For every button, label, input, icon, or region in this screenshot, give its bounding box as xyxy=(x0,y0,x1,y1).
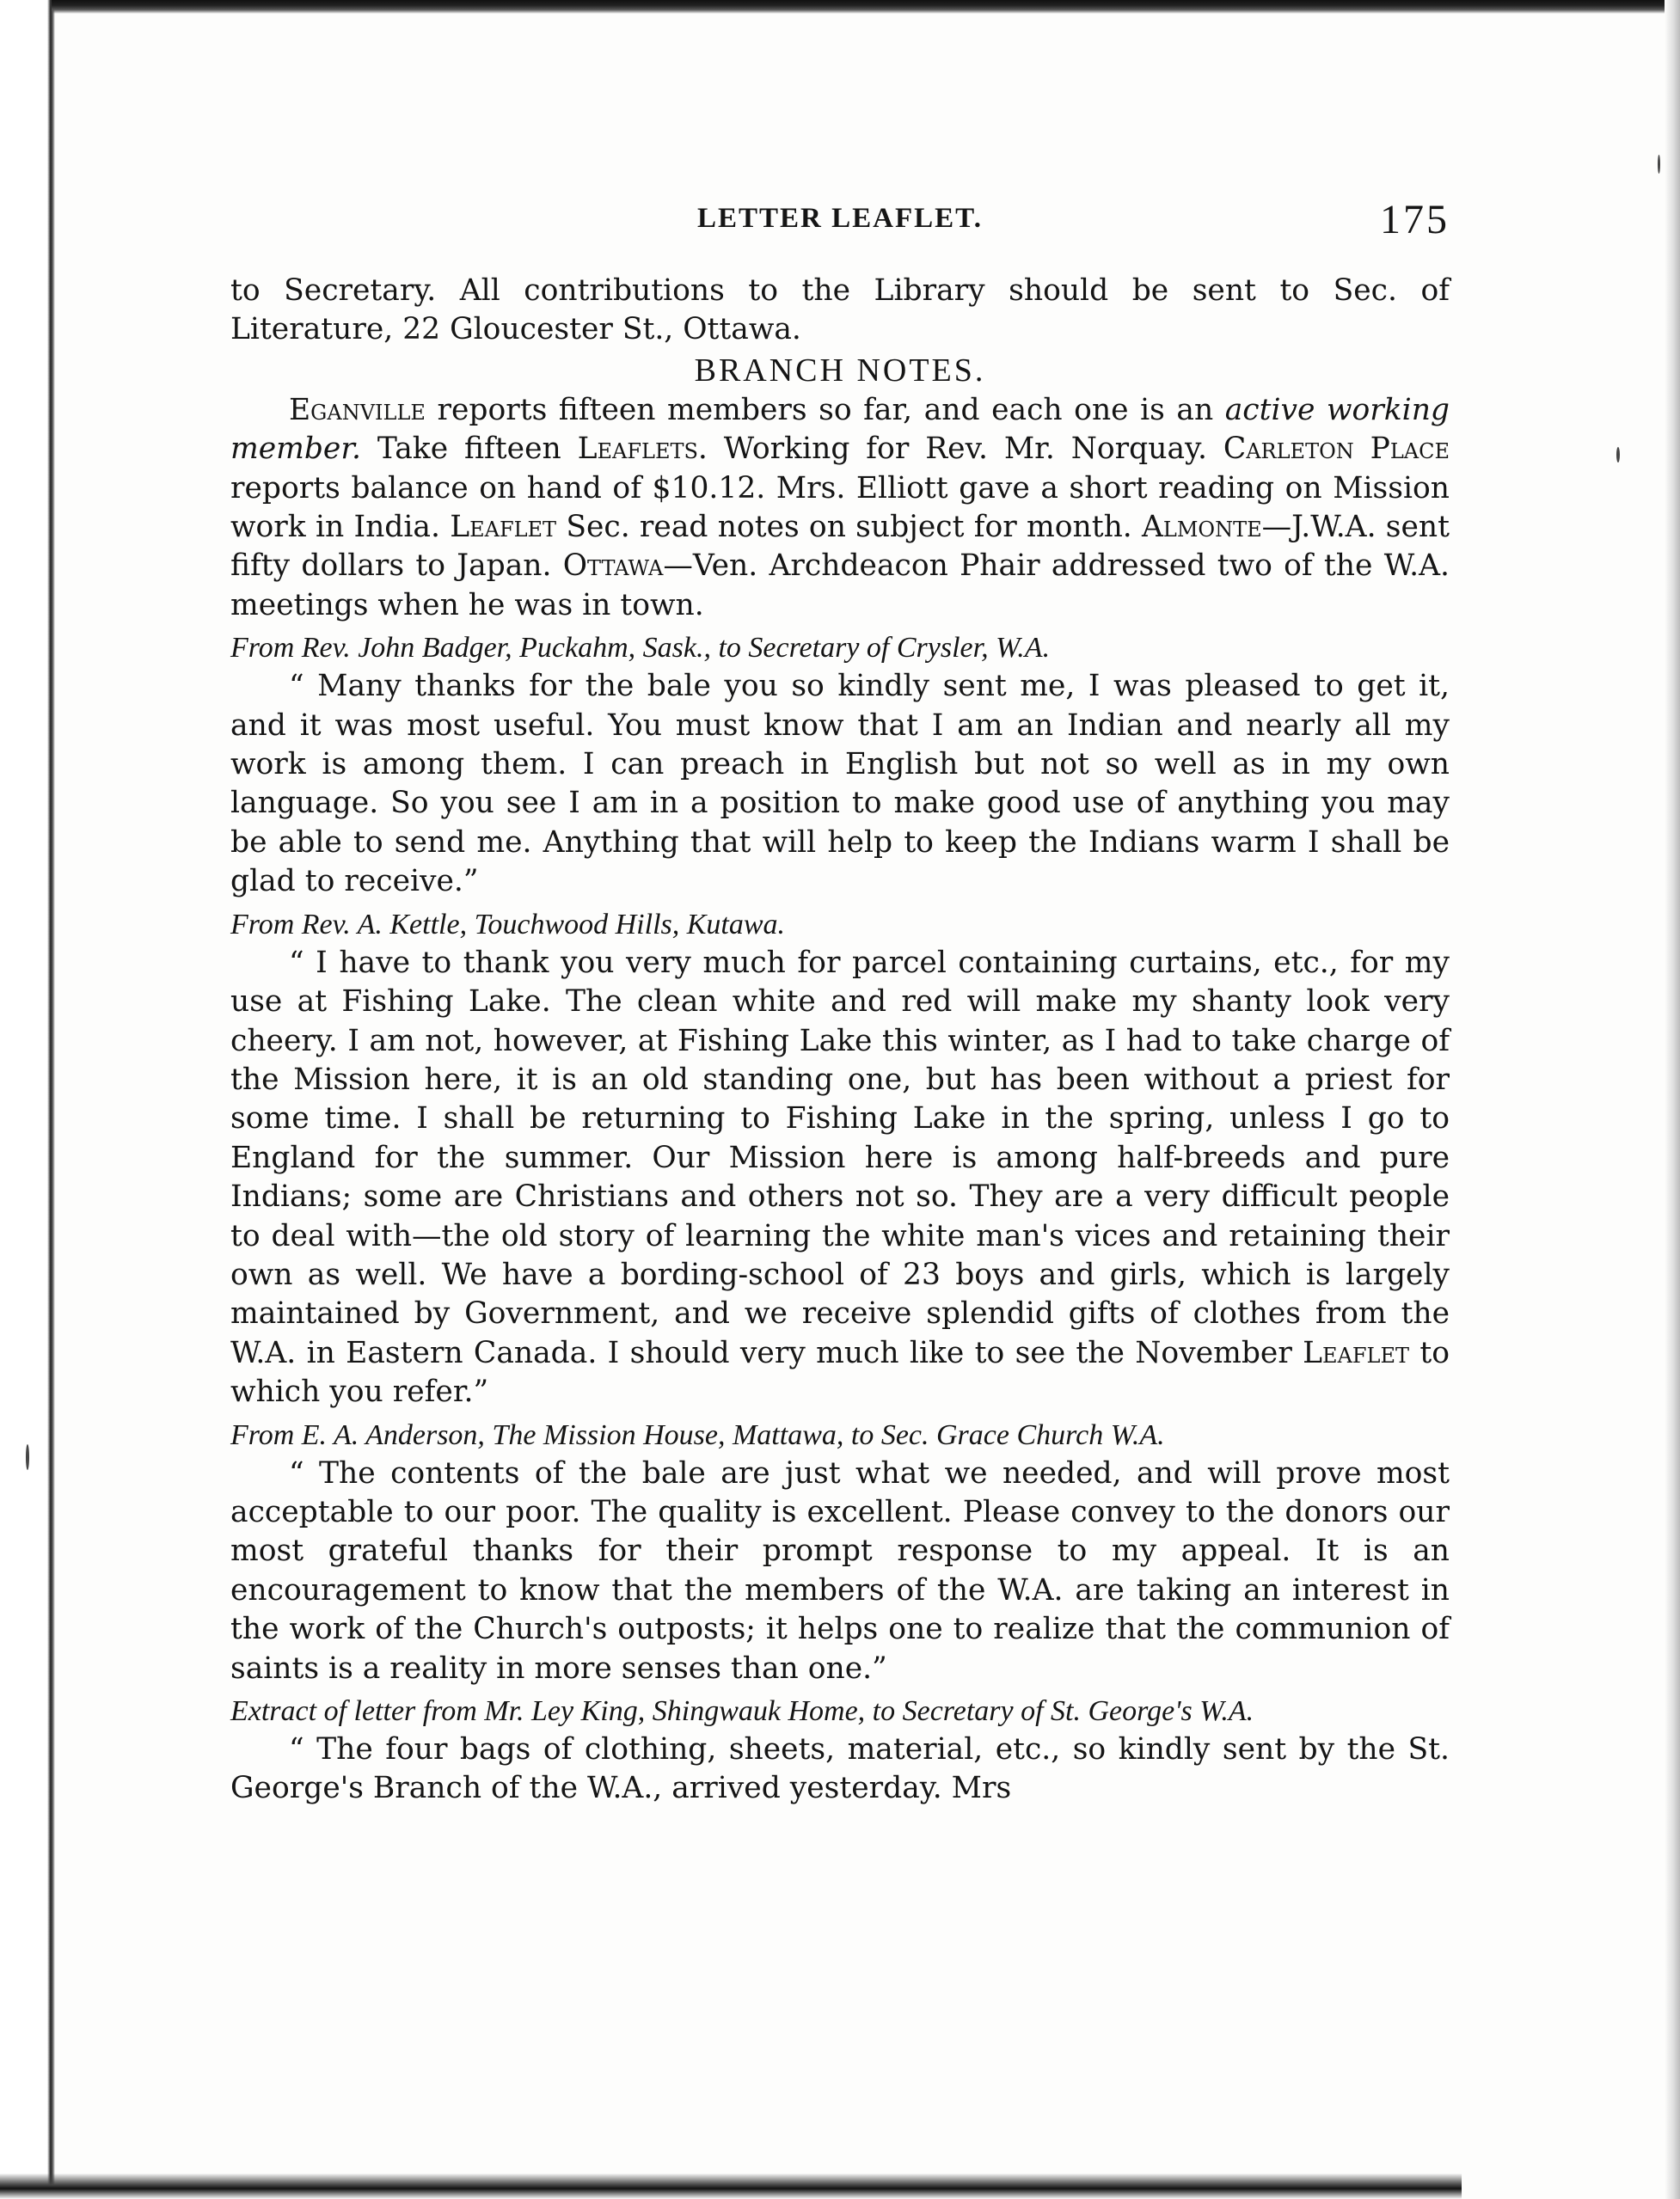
leaflets-word: Leaflets. xyxy=(577,432,708,467)
scan-top-edge xyxy=(52,0,1680,14)
ottawa-report: —Ven. Archdeacon Phair addressed two of the W.A. meetings when he was in town. xyxy=(230,548,1450,622)
opening-paragraph: to Secretary. All contributions to the Library should be sent to Sec. of Literature, 22 Gloucester St., Ottawa. xyxy=(230,273,1450,347)
scan-speck xyxy=(26,1444,29,1470)
eganville-emphasis: active working member. xyxy=(230,392,1450,467)
letter-heading: From Rev. A. Kettle, Touchwood Hills, Kutawa. xyxy=(230,908,786,940)
letter-body: “ The contents of the bale are just what we needed, and will prove most acceptable to our poor. The quality is excellent. Please convey to the donors our most grateful thanks for their prompt response to my appeal. It is an encouragement to know that the members of the W.A. are taking an interest in the work of the Church's outposts; it helps one to realize that the communion of saints is a reality in more senses than one.” xyxy=(230,1455,1450,1686)
place-ottawa: Ottawa xyxy=(562,548,664,584)
scan-right-edge xyxy=(1665,0,1680,2199)
leaflet-word: Leaflet xyxy=(1303,1335,1410,1370)
carleton-report-2: Sec. read notes on subject for month. xyxy=(556,510,1142,545)
scan-bottom-edge xyxy=(0,2173,1462,2199)
section-heading-branch-notes: BRANCH NOTES. xyxy=(694,352,986,389)
scan-left-edge xyxy=(0,0,55,2199)
almonte-report: —J.W.A. sent fifty dollars to Japan. xyxy=(230,510,1450,584)
page-number: 175 xyxy=(1380,197,1450,242)
eganville-report-2: Take fifteen xyxy=(361,432,578,467)
text-column xyxy=(230,197,1450,1809)
place-almonte: Almonte xyxy=(1142,510,1262,545)
letter-body: “ The four bags of clothing, sheets, material, etc., so kindly sent by the St. George's Branch of the W.A., arrived yesterday. Mrs xyxy=(230,1732,1450,1806)
carleton-report: reports balance on hand of $10.12. Mrs. Elliott gave a short reading on Mission work in India. xyxy=(230,470,1450,545)
letter-heading: Extract of letter from Mr. Ley King, Shingwauk Home, to Secretary of St. George's W.A. xyxy=(230,1695,1254,1727)
scan-speck xyxy=(1658,155,1660,174)
place-carleton-place: Carleton Place xyxy=(1223,432,1450,467)
branch-notes-paragraph xyxy=(230,391,1450,625)
letter-heading: From E. A. Anderson, The Mission House, Mattawa, to Sec. Grace Church W.A. xyxy=(230,1418,1165,1451)
letter-heading: From Rev. John Badger, Puckahm, Sask., to Secretary of Crysler, W.A. xyxy=(230,632,1051,665)
letter-body: “ Many thanks for the bale you so kindly sent me, I was pleased to get it, and it was most useful. You must know that I am an Indian and nearly all my work is among them. I can preach in English but not so well as in my own language. So you see I am in a position to make good use of anything you may be able to send me. Anything that will help to keep the Indians warm I shall be glad to receive.” xyxy=(230,669,1450,899)
eganville-report: reports fifteen members so far, and each one is an xyxy=(425,392,1225,427)
running-head xyxy=(230,197,1450,254)
letter-body xyxy=(230,944,1450,1412)
eganville-report-3: Working for Rev. Mr. Norquay. xyxy=(707,432,1223,467)
running-title: LETTER LEAFLET. xyxy=(697,203,983,234)
scan-speck xyxy=(1616,447,1620,462)
letter-body-part: to which you refer.” xyxy=(230,1335,1450,1410)
letter-body-part: “ I have to thank you very much for parcel containing curtains, etc., for my use at Fishing Lake. The clean white and red will make my shanty look very cheery. I am not, however, at Fishing Lake this winter, as I had to take charge of the Mission here, it is an old standing one, but has been without a priest for some time. I shall be returning to Fishing Lake in the spring, unless I go to England for the summer. Our Mission here is among half-breeds and pure Indians; some are Christians and others not so. They are a very difficult people to deal with—the old story of learning the white man's vices and retaining their own as well. We have a bording-school of 23 boys and girls, which is largely maintained by Government, and we receive splendid gifts of clothes from the W.A. in Eastern Canada. I should very much like to see the November xyxy=(230,945,1450,1370)
leaflet-word: Leaflet xyxy=(450,510,557,545)
place-eganville: Eganville xyxy=(289,392,426,427)
